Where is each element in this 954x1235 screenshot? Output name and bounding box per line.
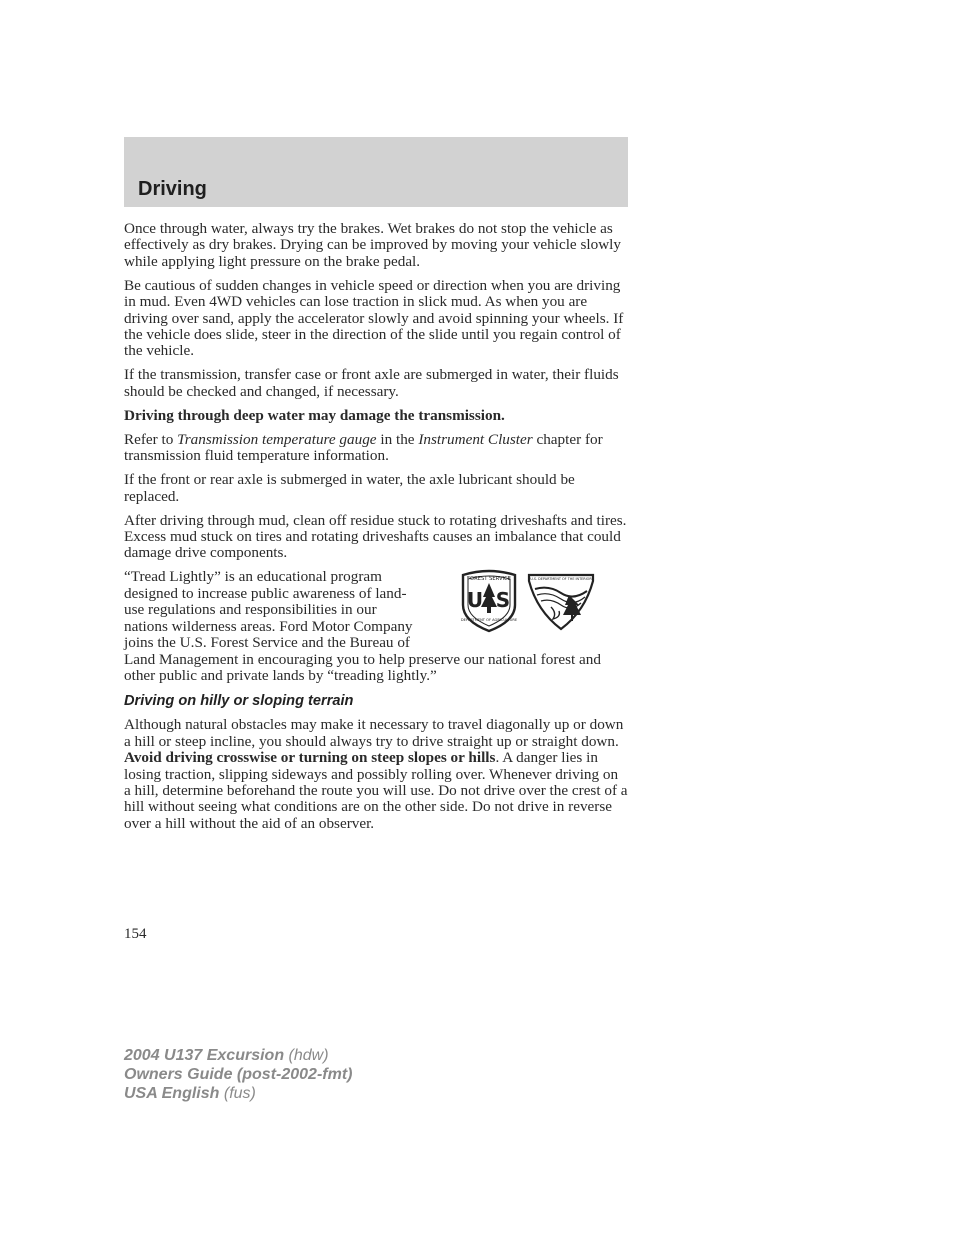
refer-text-e: chapter for transmission fluid temperature information. [124, 430, 603, 465]
paragraph-after-mud: After driving through mud, clean off residue stuck to rotating driveshafts and tires. Excess mud stuck on tires and rotating driveshafts causes an imbalance that could damage drive components. [124, 511, 627, 562]
page-content [124, 221, 628, 840]
paragraph-mud: Be cautious of sudden changes in vehicle speed or direction when you are driving in mud. Even 4WD vehicles can lose traction in slick mud. As when you are driving over sand, apply the accelerator slowly and avoid spinning your wheels. If the vehicle does slide, steer in the direction of the slide until you regain control of the vehicle. [124, 276, 624, 360]
footer-language-code: (fus) [219, 1085, 256, 1102]
footer-line-1 [124, 1046, 352, 1065]
page-number: 154 [124, 926, 147, 942]
document-footer [124, 1046, 352, 1103]
refer-text-a: Refer to [124, 430, 178, 448]
blm-shield-icon [527, 571, 595, 631]
paragraph-refer [124, 432, 628, 465]
refer-text-c: in the [376, 430, 419, 448]
footer-line-2 [124, 1065, 352, 1084]
paragraph-brakes: Once through water, always try the brakes. Wet brakes do not stop the vehicle as effectively as dry brakes. Drying can be improved by moving your vehicle slowly while applying light pressure on the brake pedal. [124, 220, 621, 270]
paragraph-submerged-fluids: If the transmission, transfer case or front axle are submerged in water, their fluids should be checked and changed, if necessary. [124, 366, 619, 400]
reference-instrument-cluster: Instrument Cluster [418, 430, 533, 448]
deep-water-warning: Driving through deep water may damage the transmission. [124, 406, 505, 424]
paragraph-hills [124, 717, 628, 832]
forest-service-shield-icon [459, 569, 519, 633]
fs-bottom-text: DEPARTMENT OF AGRICULTURE [460, 618, 518, 623]
hills-warning-bold: Avoid driving crosswise or turning on steep slopes or hills [124, 749, 496, 767]
fs-letter-s: S [495, 588, 511, 613]
paragraph-tread-lightly: “Tread Lightly” is an educational program designed to increase public awareness of land-use regulations and responsibilities in our nations wilderness areas. Ford Motor Company joins the U.S. Forest Service and the Bureau of Land Management in encouraging you to help preserve our national forest and other public and private lands by “treading lightly.” [124, 568, 601, 684]
fs-letter-u: U [466, 588, 484, 613]
hills-text-a: Although natural obstacles may make it necessary to travel diagonally up or down a hill or steep incline, you should always try to drive straight up or straight down. [124, 716, 624, 750]
hills-text-c: . A danger lies in losing traction, slipping sideways and possibly rolling over. Whenever driving on a hill, determine beforehand the route you will use. Do not drive over the crest of a hill without seeing what conditions are on the other side. Do not drive in reverse over a hill without the aid of an observer. [124, 749, 628, 832]
footer-guide: Owners Guide (post-2002-fmt) [124, 1066, 353, 1083]
reference-transmission-gauge: Transmission temperature gauge [177, 430, 377, 448]
footer-line-3 [124, 1084, 352, 1103]
subheading-hilly-terrain: Driving on hilly or sloping terrain [124, 693, 354, 710]
paragraph-warning [124, 408, 628, 424]
fs-top-text: FOREST SERVICE [467, 576, 511, 583]
footer-model-code: (hdw) [284, 1047, 329, 1064]
footer-language: USA English [124, 1085, 220, 1102]
section-header-band [124, 137, 628, 207]
blm-top-text: U.S. DEPARTMENT OF THE INTERIOR [530, 577, 592, 582]
footer-model: 2004 U137 Excursion [124, 1047, 285, 1064]
agency-logos [423, 569, 628, 635]
section-title: Driving [138, 178, 207, 200]
paragraph-axle-lubricant: If the front or rear axle is submerged in water, the axle lubricant should be replaced. [124, 471, 575, 505]
